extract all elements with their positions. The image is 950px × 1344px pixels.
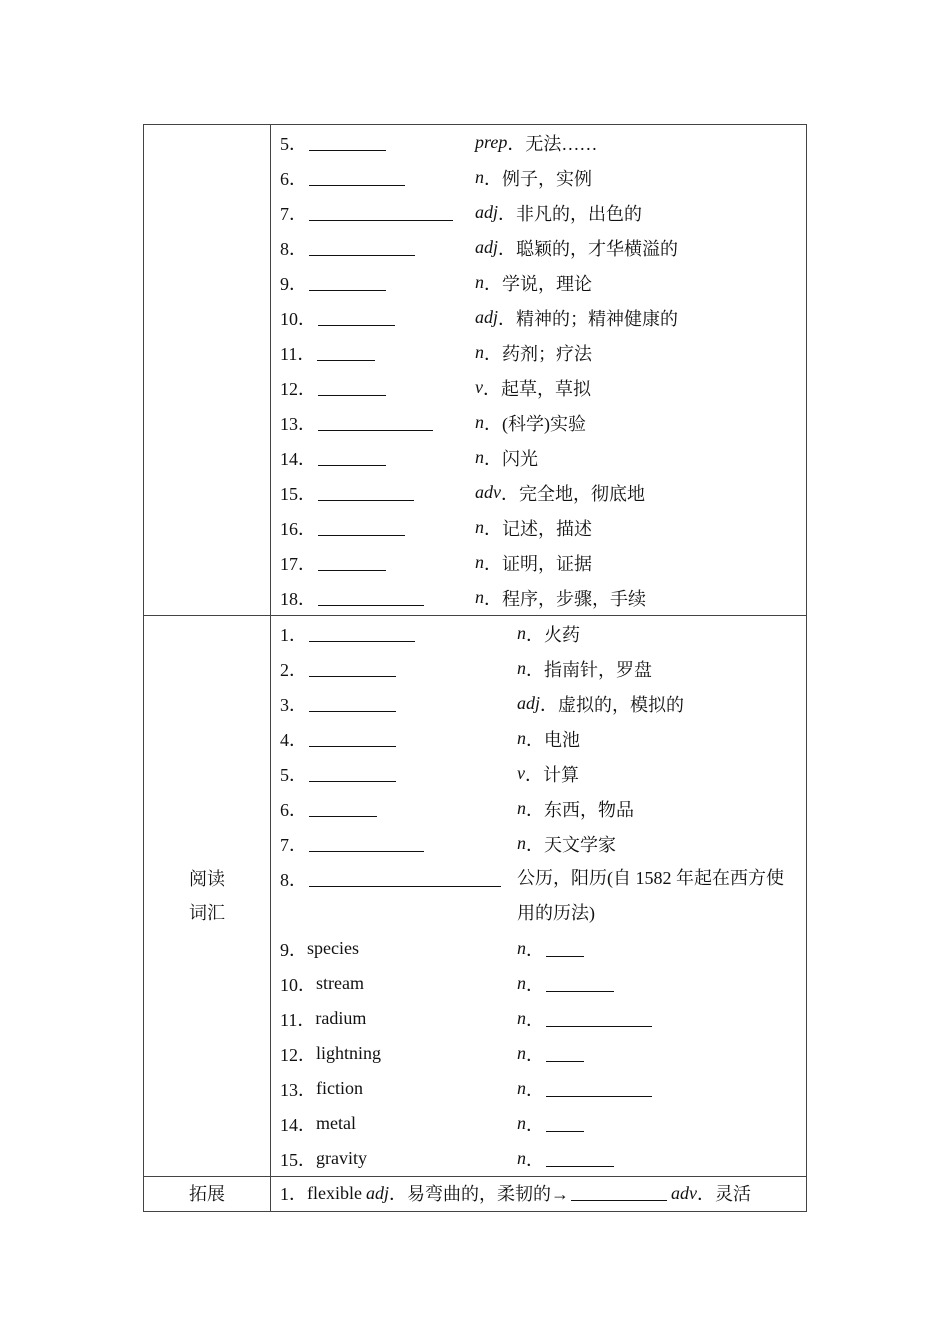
row-number: 3． bbox=[280, 694, 307, 715]
part-of-speech: n bbox=[517, 1113, 526, 1133]
row-number: 5． bbox=[280, 764, 307, 785]
word-cell bbox=[280, 691, 517, 717]
meaning-cell bbox=[517, 936, 584, 962]
answer-blank[interactable] bbox=[318, 485, 414, 501]
answer-blank[interactable] bbox=[318, 555, 386, 571]
meaning-cell bbox=[475, 340, 592, 366]
part-of-speech: n bbox=[517, 938, 526, 958]
answer-blank[interactable] bbox=[546, 1081, 652, 1097]
vocab-row bbox=[280, 545, 806, 580]
definition: ．闪光 bbox=[484, 448, 538, 469]
word-cell bbox=[280, 340, 475, 366]
vocab-row bbox=[280, 616, 806, 651]
part-of-speech: adv bbox=[475, 482, 501, 502]
row-number: 7． bbox=[280, 834, 307, 855]
answer-blank[interactable] bbox=[309, 170, 405, 186]
answer-blank[interactable] bbox=[318, 590, 424, 606]
section-extension bbox=[144, 1176, 806, 1211]
separator: ． bbox=[526, 1009, 544, 1030]
definition: ．精神的；精神健康的 bbox=[498, 308, 679, 329]
meaning-cell bbox=[517, 1076, 652, 1102]
vocab-row bbox=[280, 931, 806, 966]
part-of-speech: n bbox=[475, 447, 484, 467]
part-of-speech: n bbox=[517, 798, 526, 818]
meaning-cell bbox=[517, 1111, 584, 1137]
answer-blank[interactable] bbox=[309, 871, 501, 887]
section1-rows bbox=[271, 125, 806, 615]
vocab-row bbox=[280, 1141, 806, 1176]
answer-blank[interactable] bbox=[546, 941, 584, 957]
part-of-speech: n bbox=[517, 658, 526, 678]
vocab-row bbox=[280, 300, 806, 335]
word-cell bbox=[280, 515, 475, 541]
word-cell bbox=[280, 761, 517, 787]
row-number: 15． bbox=[280, 483, 316, 504]
word-cell bbox=[280, 480, 475, 506]
word-cell bbox=[280, 1111, 517, 1137]
vocab-row bbox=[280, 580, 806, 615]
word-cell bbox=[280, 445, 475, 471]
row-number: 18． bbox=[280, 588, 316, 609]
label-line-2: 词汇 bbox=[189, 903, 225, 923]
definition: ．药剂；疗法 bbox=[484, 343, 592, 364]
vocab-row bbox=[280, 721, 806, 756]
part-of-speech: n bbox=[475, 167, 484, 187]
row-number: 16． bbox=[280, 518, 316, 539]
part-of-speech: adj bbox=[475, 307, 499, 327]
part-of-speech: n bbox=[517, 1078, 526, 1098]
row-number: 8． bbox=[280, 238, 307, 259]
answer-blank[interactable] bbox=[318, 310, 395, 326]
vocab-row bbox=[280, 1106, 806, 1141]
definition: ．学说，理论 bbox=[484, 273, 592, 294]
definition: ．火药 bbox=[526, 624, 580, 645]
vocab-row bbox=[280, 791, 806, 826]
word: fiction bbox=[316, 1078, 363, 1098]
meaning-cell bbox=[475, 480, 645, 506]
meaning-cell bbox=[475, 235, 678, 261]
vocab-row bbox=[280, 160, 806, 195]
row-number: 12． bbox=[280, 378, 316, 399]
vocab-row bbox=[280, 1001, 806, 1036]
section-label-extension: 拓展 bbox=[144, 1177, 271, 1211]
vocab-row bbox=[280, 195, 806, 230]
word-cell bbox=[280, 936, 517, 962]
word-cell bbox=[280, 270, 475, 296]
meaning-cell bbox=[475, 410, 586, 436]
row-number: 14． bbox=[280, 448, 316, 469]
word: stream bbox=[316, 973, 364, 993]
part-of-speech: n bbox=[475, 552, 484, 572]
definition: ．电池 bbox=[526, 729, 580, 750]
word-cell bbox=[280, 165, 475, 191]
answer-blank[interactable] bbox=[546, 1116, 584, 1132]
section3-rows bbox=[271, 1177, 806, 1211]
row-number: 14． bbox=[280, 1114, 316, 1135]
word: radium bbox=[315, 1008, 367, 1028]
part-of-speech: n bbox=[475, 412, 484, 432]
definition: ．天文学家 bbox=[526, 834, 616, 855]
answer-blank[interactable] bbox=[546, 976, 614, 992]
section-reading-vocabulary bbox=[144, 615, 806, 1176]
definition: ．聪颖的，才华横溢的 bbox=[498, 238, 679, 259]
word-cell bbox=[280, 235, 475, 261]
answer-blank[interactable] bbox=[571, 1185, 667, 1201]
word-cell bbox=[280, 621, 517, 647]
word: gravity bbox=[316, 1148, 367, 1168]
word-cell bbox=[280, 971, 517, 997]
answer-blank[interactable] bbox=[309, 836, 424, 852]
row-number: 2． bbox=[280, 659, 307, 680]
part-of-speech: n bbox=[475, 587, 484, 607]
row-number: 9． bbox=[280, 939, 307, 960]
part-of-speech: n bbox=[517, 728, 526, 748]
answer-blank[interactable] bbox=[546, 1151, 614, 1167]
meaning-cell bbox=[517, 691, 684, 717]
meaning-cell: 公历，阳历(自 1582 年起在西方使用的历法) bbox=[517, 868, 784, 923]
meaning-cell bbox=[475, 165, 592, 191]
vocab-row bbox=[280, 686, 806, 721]
answer-blank[interactable] bbox=[318, 380, 386, 396]
word-cell bbox=[280, 130, 475, 156]
separator: ． bbox=[526, 1079, 544, 1100]
part-of-speech: n bbox=[517, 1148, 526, 1168]
vocab-row bbox=[280, 265, 806, 300]
answer-blank[interactable] bbox=[318, 450, 386, 466]
row-number: 17． bbox=[280, 553, 316, 574]
vocabulary-table bbox=[143, 124, 807, 1212]
meaning-cell bbox=[475, 585, 646, 611]
meaning-cell bbox=[517, 1041, 584, 1067]
definition: ．例子，实例 bbox=[484, 168, 592, 189]
answer-blank[interactable] bbox=[309, 135, 386, 151]
part-of-speech: adj bbox=[475, 237, 499, 257]
row-number: 11． bbox=[280, 1009, 316, 1030]
row-number: 7． bbox=[280, 203, 307, 224]
part-of-speech: n bbox=[475, 272, 484, 292]
extension-row bbox=[280, 1177, 806, 1209]
vocab-row bbox=[280, 335, 806, 370]
vocab-row bbox=[280, 966, 806, 1001]
meaning-cell bbox=[475, 270, 592, 296]
answer-blank[interactable] bbox=[309, 696, 396, 712]
vocab-row bbox=[280, 1071, 806, 1106]
meaning-cell bbox=[475, 200, 642, 226]
meaning-cell bbox=[475, 445, 538, 471]
answer-blank[interactable] bbox=[309, 240, 415, 256]
answer-blank[interactable] bbox=[309, 661, 396, 677]
meaning-cell bbox=[517, 796, 634, 822]
section2-rows bbox=[271, 616, 806, 1176]
meaning-cell bbox=[517, 726, 580, 752]
answer-blank[interactable] bbox=[309, 731, 396, 747]
vocab-row bbox=[280, 861, 806, 931]
part-of-speech: adj bbox=[475, 202, 499, 222]
vocab-row bbox=[280, 370, 806, 405]
meaning-cell bbox=[475, 550, 592, 576]
word-cell bbox=[280, 1146, 517, 1172]
part-of-speech: n bbox=[475, 517, 484, 537]
meaning-cell bbox=[517, 656, 652, 682]
word-cell bbox=[280, 1006, 517, 1032]
vocab-row bbox=[280, 475, 806, 510]
answer-blank[interactable] bbox=[309, 801, 377, 817]
row-number: 1． bbox=[280, 1184, 307, 1204]
word-cell bbox=[280, 656, 517, 682]
definition: ．计算 bbox=[525, 764, 579, 785]
part-of-speech: adj bbox=[365, 1182, 389, 1203]
part-of-speech: v bbox=[517, 763, 525, 783]
definition: ．程序，步骤，手续 bbox=[484, 588, 646, 609]
vocab-row bbox=[280, 405, 806, 440]
answer-blank[interactable] bbox=[309, 766, 396, 782]
row-number: 9． bbox=[280, 273, 307, 294]
row-number: 10． bbox=[280, 308, 316, 329]
part-of-speech: prep bbox=[475, 132, 508, 152]
word-cell bbox=[280, 585, 475, 611]
meaning-cell bbox=[517, 1006, 652, 1032]
separator: ． bbox=[526, 1114, 544, 1135]
answer-blank[interactable] bbox=[546, 1011, 652, 1027]
row-number: 11． bbox=[280, 343, 316, 364]
word-cell bbox=[280, 375, 475, 401]
vocab-row bbox=[280, 510, 806, 545]
part-of-speech: n bbox=[517, 973, 526, 993]
separator: ． bbox=[526, 939, 544, 960]
meaning-cell bbox=[517, 831, 616, 857]
row-number: 1． bbox=[280, 624, 307, 645]
part-of-speech: n bbox=[517, 623, 526, 643]
row-number: 5． bbox=[280, 133, 307, 154]
row-number: 13． bbox=[280, 1079, 316, 1100]
part-of-speech: adv bbox=[671, 1182, 697, 1203]
meaning-cell bbox=[475, 375, 591, 401]
meaning-cell bbox=[517, 761, 579, 787]
row-number: 15． bbox=[280, 1149, 316, 1170]
section-label-empty bbox=[144, 125, 271, 615]
meaning-cell bbox=[517, 1146, 614, 1172]
word-cell bbox=[280, 726, 517, 752]
vocab-row bbox=[280, 756, 806, 791]
word-cell bbox=[280, 410, 475, 436]
definition: ．易弯曲的，柔韧的→ bbox=[389, 1184, 569, 1204]
word: metal bbox=[316, 1113, 356, 1133]
part-of-speech: adj bbox=[517, 693, 541, 713]
part-of-speech: n bbox=[517, 833, 526, 853]
word-cell bbox=[280, 1041, 517, 1067]
row-number: 10． bbox=[280, 974, 316, 995]
definition: ．无法…… bbox=[507, 133, 598, 154]
vocab-row bbox=[280, 230, 806, 265]
row-number: 4． bbox=[280, 729, 307, 750]
separator: ． bbox=[526, 974, 544, 995]
row-number: 6． bbox=[280, 799, 307, 820]
meaning-cell bbox=[517, 621, 580, 647]
definition: ．完全地，彻底地 bbox=[501, 483, 645, 504]
definition: ．虚拟的，模拟的 bbox=[540, 694, 685, 715]
definition: ．灵活 bbox=[697, 1184, 751, 1204]
answer-blank[interactable] bbox=[317, 345, 375, 361]
definition: ．起草，草拟 bbox=[483, 378, 591, 399]
answer-blank[interactable] bbox=[309, 626, 415, 642]
separator: ． bbox=[526, 1149, 544, 1170]
answer-blank[interactable] bbox=[318, 415, 433, 431]
word-cell bbox=[280, 1076, 517, 1102]
row-number: 8． bbox=[280, 869, 307, 890]
separator: ． bbox=[526, 1044, 544, 1065]
definition: ．指南针，罗盘 bbox=[526, 659, 652, 680]
definition: ．记述，描述 bbox=[484, 518, 592, 539]
part-of-speech: v bbox=[475, 377, 483, 397]
meaning-cell bbox=[475, 515, 592, 541]
vocab-row bbox=[280, 125, 806, 160]
definition: ．证明，证据 bbox=[484, 553, 592, 574]
part-of-speech: n bbox=[517, 1008, 526, 1028]
word-cell bbox=[280, 861, 517, 896]
word: flexible bbox=[307, 1182, 362, 1203]
answer-blank[interactable] bbox=[309, 275, 386, 291]
row-number: 12． bbox=[280, 1044, 316, 1065]
row-number: 6． bbox=[280, 168, 307, 189]
meaning-cell bbox=[475, 130, 597, 156]
meaning-cell bbox=[517, 971, 614, 997]
word-cell bbox=[280, 200, 475, 226]
vocab-row bbox=[280, 826, 806, 861]
word-cell bbox=[280, 305, 475, 331]
answer-blank[interactable] bbox=[318, 520, 405, 536]
answer-blank[interactable] bbox=[546, 1046, 584, 1062]
word: lightning bbox=[316, 1043, 382, 1063]
section-continued bbox=[144, 125, 806, 615]
word-cell bbox=[280, 550, 475, 576]
word-cell bbox=[280, 831, 517, 857]
answer-blank[interactable] bbox=[309, 205, 453, 221]
section-label-reading-vocab bbox=[144, 616, 271, 1176]
word: species bbox=[307, 938, 359, 958]
part-of-speech: n bbox=[517, 1043, 526, 1063]
part-of-speech: n bbox=[475, 342, 484, 362]
vocab-row bbox=[280, 1036, 806, 1071]
definition: ．东西，物品 bbox=[526, 799, 634, 820]
row-number: 13． bbox=[280, 413, 316, 434]
label-line-1: 阅读 bbox=[189, 869, 225, 889]
definition: ．(科学)实验 bbox=[484, 413, 586, 434]
word-cell bbox=[280, 796, 517, 822]
vocab-row bbox=[280, 651, 806, 686]
definition: ．非凡的，出色的 bbox=[498, 203, 643, 224]
meaning-cell bbox=[475, 305, 678, 331]
vocab-row bbox=[280, 440, 806, 475]
